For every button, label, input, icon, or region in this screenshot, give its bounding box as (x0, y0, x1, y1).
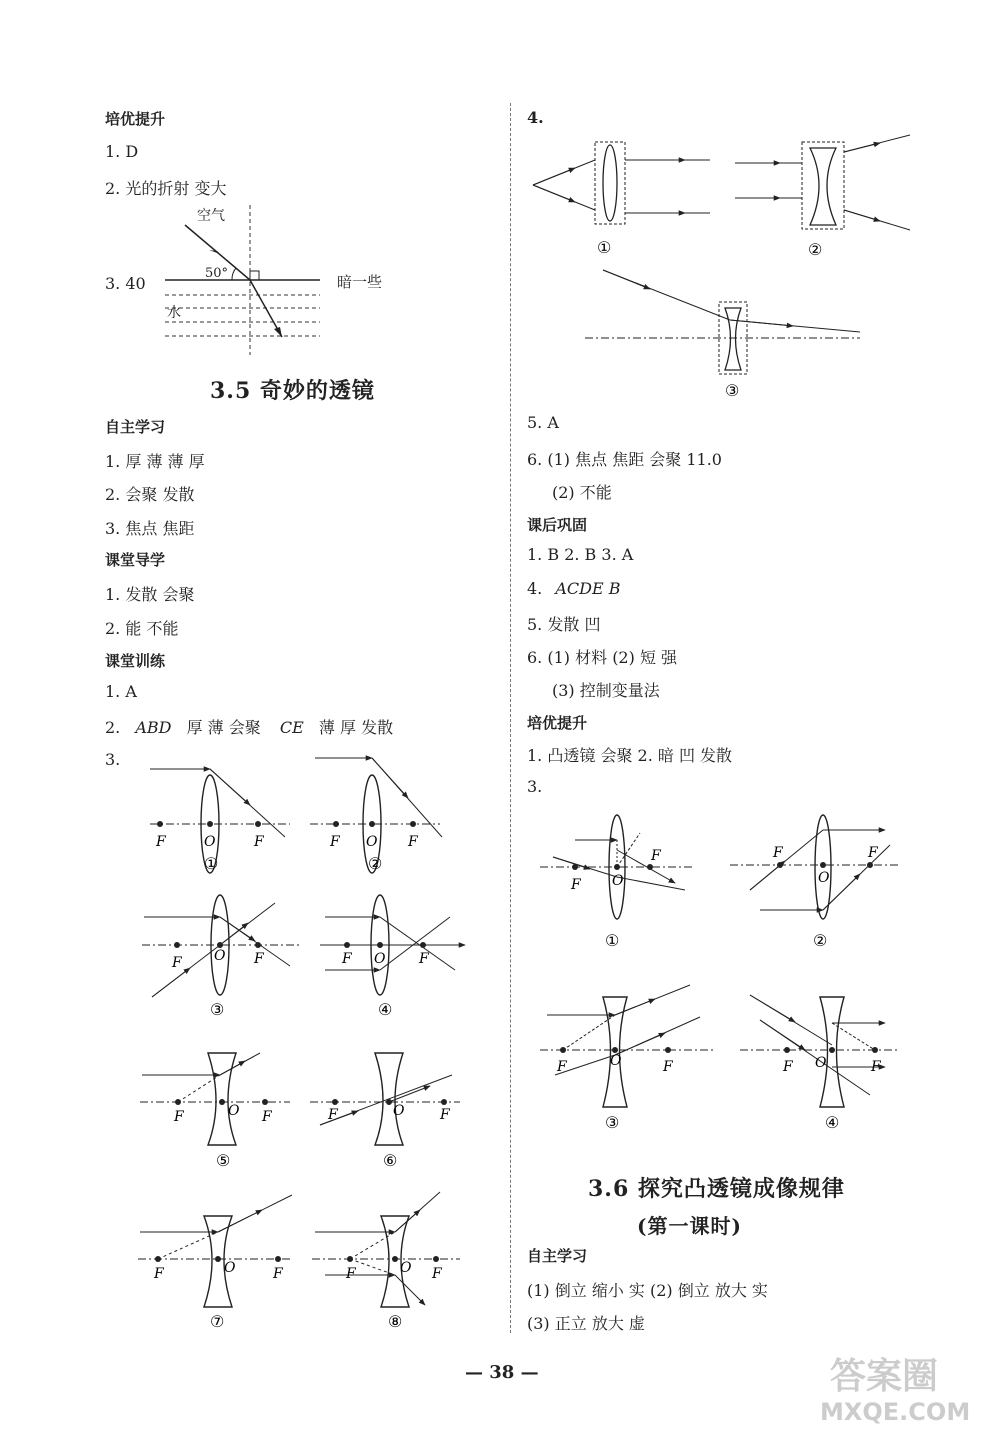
section-subtitle: (第一课时) (637, 1214, 742, 1238)
svg-text:④: ④ (378, 1000, 393, 1019)
svg-text:F: F (868, 845, 878, 861)
answer-line: 3. 40 (105, 274, 146, 293)
answer-line: 5. A (527, 413, 559, 432)
svg-text:F: F (419, 951, 429, 967)
svg-text:⑧: ⑧ (388, 1312, 403, 1331)
svg-text:O: O (224, 1260, 236, 1276)
answer-line: (3) 控制变量法 (552, 681, 660, 700)
svg-text:F: F (330, 834, 340, 850)
answer-line: 2. 能 不能 (105, 619, 179, 638)
watermark-logo: 答案圈 (830, 1356, 939, 1397)
section-heading-zizhu: 自主学习 (105, 418, 166, 436)
svg-text:O: O (204, 834, 216, 850)
answer-line: 4. (527, 108, 544, 127)
watermark-url: MXQE.COM (820, 1398, 971, 1426)
diagram-8 (312, 1192, 460, 1331)
answer-line: 1. 厚 薄 薄 厚 (105, 452, 205, 471)
answer-line: 2. 光的折射 变大 (105, 179, 227, 198)
section-heading-peiyou-2: 培优提升 (527, 714, 588, 732)
svg-text:F: F (440, 1107, 450, 1123)
svg-text:O: O (374, 951, 386, 967)
answer-line: 4. ACDE B (527, 579, 621, 598)
answer-line: 3. (105, 750, 121, 769)
svg-text:F: F (156, 834, 166, 850)
svg-text:③: ③ (725, 381, 740, 400)
answer-line: 3. 焦点 焦距 (105, 519, 195, 538)
svg-text:③: ③ (605, 1113, 620, 1132)
answer-line: (1) 倒立 缩小 实 (2) 倒立 放大 实 (527, 1281, 768, 1300)
answer-line: 1. A (105, 682, 137, 701)
answer-line: 1. 凸透镜 会聚 2. 暗 凹 发散 (527, 746, 733, 765)
diagram-box-1 (533, 142, 710, 257)
page-number: — 38 — (465, 1362, 539, 1383)
svg-text:O: O (366, 834, 378, 850)
diagram-box-3 (585, 270, 860, 400)
svg-text:F: F (273, 1266, 283, 1282)
refraction-diagram (160, 205, 400, 360)
svg-text:O: O (228, 1103, 240, 1119)
answer-line: 2. 会聚 发散 (105, 485, 195, 504)
svg-text:O: O (610, 1053, 622, 1069)
svg-text:①: ① (204, 854, 219, 873)
svg-text:F: F (254, 834, 264, 850)
svg-text:⑥: ⑥ (383, 1151, 398, 1170)
section-title-3-6: 3.6 探究凸透镜成像规律 (588, 1176, 845, 1202)
svg-text:F: F (262, 1109, 272, 1125)
answer-line: 6. (1) 材料 (2) 短 强 (527, 648, 678, 667)
lens-box-diagrams (525, 130, 915, 405)
svg-text:③: ③ (210, 1000, 225, 1019)
right-diagram-4 (740, 995, 900, 1132)
right-diagram-1 (540, 815, 695, 950)
svg-text:F: F (557, 1059, 567, 1075)
diagram-5 (140, 1053, 290, 1170)
section-heading-peiyou: 培优提升 (105, 110, 166, 128)
right-diagram-3 (540, 985, 715, 1132)
answer-line: 1. B 2. B 3. A (527, 545, 634, 564)
answer-line: 2. ABD 厚 薄 会聚 CE 薄 厚 发散 (105, 718, 394, 737)
svg-text:F: F (651, 848, 661, 864)
svg-text:O: O (612, 873, 624, 889)
diagram-4 (320, 895, 465, 1019)
svg-text:F: F (346, 1266, 356, 1282)
svg-text:F: F (571, 877, 581, 893)
diagram-6 (310, 1053, 460, 1170)
svg-text:F: F (328, 1107, 338, 1123)
svg-text:②: ② (808, 240, 823, 259)
diagram-box-2 (735, 135, 910, 259)
svg-text:F: F (432, 1266, 442, 1282)
answer-line: 1. D (105, 142, 139, 161)
svg-text:O: O (214, 948, 226, 964)
svg-text:⑤: ⑤ (216, 1151, 231, 1170)
svg-text:F: F (783, 1059, 793, 1075)
lens-diagrams-left (130, 745, 480, 1335)
svg-text:F: F (174, 1109, 184, 1125)
answer-line: 6. (1) 焦点 焦距 会聚 11.0 (527, 450, 722, 469)
diagram-1 (150, 769, 290, 873)
svg-text:F: F (254, 951, 264, 967)
angle-label: 50° (205, 266, 229, 281)
answer-line: 1. 发散 会聚 (105, 585, 195, 604)
diagram-3 (142, 895, 300, 1019)
svg-text:F: F (342, 951, 352, 967)
section-heading-daoxue: 课堂导学 (105, 551, 166, 569)
svg-text:O: O (815, 1055, 827, 1071)
answer-line: (3) 正立 放大 虚 (527, 1314, 645, 1333)
diagram-2 (310, 758, 442, 873)
svg-text:F: F (408, 834, 418, 850)
answer-line: (2) 不能 (552, 483, 612, 502)
svg-text:O: O (393, 1103, 405, 1119)
right-diagram-2 (730, 815, 900, 950)
answer-line: 5. 发散 凹 (527, 615, 601, 634)
svg-text:⑦: ⑦ (210, 1312, 225, 1331)
section-heading-zizhu-2: 自主学习 (527, 1247, 588, 1265)
svg-text:O: O (400, 1260, 412, 1276)
water-label: 水 (167, 305, 181, 321)
diagram-7 (138, 1195, 292, 1331)
svg-text:F: F (773, 845, 783, 861)
column-divider (510, 103, 511, 1333)
section-heading-xunlian: 课堂训练 (105, 652, 166, 670)
svg-text:F: F (871, 1059, 881, 1075)
svg-text:F: F (172, 955, 182, 971)
svg-text:①: ① (605, 931, 620, 950)
lens-diagrams-right (535, 805, 905, 1140)
svg-text:①: ① (597, 238, 612, 257)
section-title-3-5: 3.5 奇妙的透镜 (210, 378, 375, 404)
svg-text:O: O (818, 870, 830, 886)
section-heading-kehou: 课后巩固 (527, 516, 588, 534)
air-label: 空气 (197, 208, 225, 224)
svg-text:②: ② (368, 854, 383, 873)
answer-line: 3. (527, 777, 543, 796)
svg-text:④: ④ (825, 1113, 840, 1132)
svg-text:F: F (663, 1059, 673, 1075)
svg-text:②: ② (813, 931, 828, 950)
darker-label: 暗一些 (337, 273, 383, 291)
svg-text:F: F (154, 1266, 164, 1282)
